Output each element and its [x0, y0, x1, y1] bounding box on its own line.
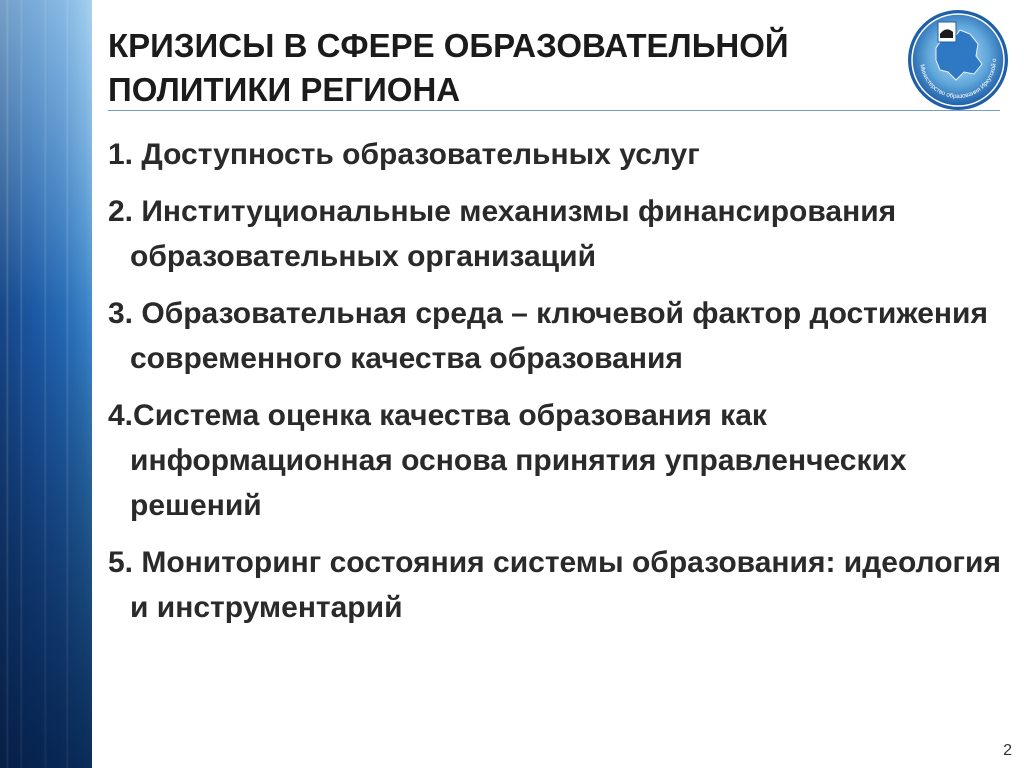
list-item — [108, 132, 1008, 177]
item-text: Образовательная среда – ключевой фактор достижения современного качества образования — [130, 297, 988, 375]
slide-title-line-1: КРИЗИСЫ В СФЕРЕ ОБРАЗОВАТЕЛЬНОЙ — [108, 27, 789, 64]
item-number: 2. — [108, 195, 134, 228]
item-text: Система оценка качества образования как информационная основа принятия управленческих решений — [130, 399, 907, 522]
slide-title — [108, 24, 888, 112]
page-number: 2 — [1003, 742, 1012, 759]
item-text: Доступность образовательных услуг — [133, 138, 700, 171]
decorative-sidebar — [0, 0, 92, 768]
item-number: 4. — [108, 399, 134, 432]
list-item — [108, 540, 1008, 630]
item-number: 1. — [108, 138, 134, 171]
item-text: Мониторинг состояния системы образования: идеология и инструментарий — [130, 546, 1001, 624]
emblem-caption: Министерство образования Иркутской о — [918, 58, 999, 101]
title-divider — [108, 110, 1000, 111]
crisis-list — [108, 132, 1008, 642]
list-item — [108, 393, 1008, 528]
item-number: 5. — [108, 546, 134, 579]
ministry-emblem-icon — [906, 8, 1010, 112]
slide-title-line-2: ПОЛИТИКИ РЕГИОНА — [108, 71, 461, 108]
item-text: Институциональные механизмы финансирования образовательных организаций — [130, 195, 897, 273]
list-item — [108, 291, 1008, 381]
list-item — [108, 189, 1008, 279]
item-number: 3. — [108, 297, 134, 330]
